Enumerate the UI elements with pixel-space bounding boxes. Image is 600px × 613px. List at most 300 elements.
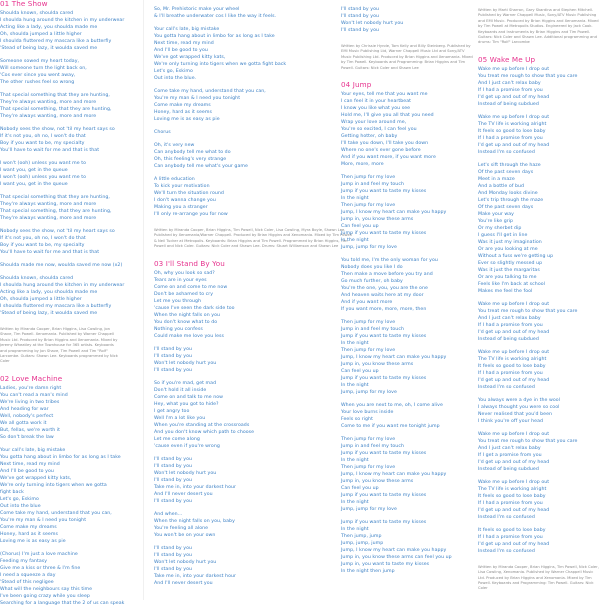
lyric-line: Jump if you want to taste my kisses	[341, 520, 427, 526]
lyric-stanza	[0, 92, 120, 120]
lyric-line: If I had a promise from you	[478, 500, 543, 506]
lyric-line: I can feel it in your heartbeat	[341, 99, 412, 105]
lyric-line: If I had a promise from you	[478, 370, 543, 376]
lyric-line: I won't (ooh) unless you want me to	[0, 175, 87, 180]
lyric-line: To kick your motivation	[154, 184, 210, 189]
lyric-line: Come make my dreams	[154, 103, 211, 108]
lyric-stanza	[154, 456, 354, 505]
lyric-stanza	[0, 10, 125, 52]
lyric-line: I'd get up and out of my head	[478, 507, 550, 513]
lyric-line: Could make me love you less	[154, 333, 225, 339]
lyric-line: Let's go, Eskimo	[154, 69, 193, 74]
lyric-line: Jump, I know my heart can make you happy	[341, 548, 447, 554]
lyric-line: I've been going crazy while you sleep	[0, 593, 90, 599]
lyric-line: What will the neighbours say this time	[0, 586, 93, 592]
lyric-line: Loving me is as easy as pie	[0, 538, 66, 544]
lyric-line: I'll stand by you	[154, 498, 193, 504]
lyric-line: 'Stead of this negligee	[0, 579, 54, 585]
lyric-line: Wake me up before I drop out	[478, 114, 550, 120]
lyric-line: Wake me up before I drop out	[478, 349, 550, 355]
lyric-line: I'll stand by you	[154, 456, 193, 462]
lyric-line: I'll stand by you	[154, 367, 193, 373]
lyric-line: Instead I'm so confused	[478, 384, 535, 390]
lyric-line: Nobody sees the show, not 'til my heart says so	[0, 127, 115, 132]
lyric-line: Feels like I'm back at school	[478, 281, 546, 287]
lyric-line: You're like grip	[478, 218, 514, 224]
lyric-line: Ever so slightly messed up	[478, 260, 543, 266]
lyric-line: Jump in, you know these arms	[341, 479, 414, 485]
lyric-line: I won't (ooh) unless you want me to	[0, 161, 87, 166]
lyric-line: Next time, read my mind	[0, 461, 60, 467]
lyric-line: I'd get up and out of my head	[478, 94, 550, 100]
lyric-line: (Chorus) I'm just a love machine	[0, 551, 78, 557]
lyric-line: Where no one's ever gone before	[341, 148, 421, 154]
lyric-line: I want you, get in the queue	[0, 168, 68, 173]
stanza-gap	[154, 587, 354, 593]
lyric-line: And if you want more	[341, 300, 393, 306]
lyric-stanza	[154, 26, 354, 82]
lyric-line: You treat me rough to show that you care	[478, 438, 578, 444]
lyric-line: I'll stand by you	[341, 14, 380, 19]
lyric-line: I shoulda fluttered my mascara like a butterfly	[0, 39, 112, 44]
lyric-line: & I'll breathe underwater cos I like the way it feels.	[154, 14, 277, 19]
lyric-stanza	[0, 228, 120, 256]
lyric-line: Instead I'm so confused	[478, 514, 535, 520]
lyric-line: You don't know what to do	[154, 319, 218, 325]
lyric-line: It feels so good to lose baby	[478, 363, 546, 369]
lyric-line: So if you're mad, get mad	[154, 380, 217, 386]
lyric-line: I don't wanna change you	[154, 198, 216, 203]
lyric-line: You're the one, you, you are the one	[341, 286, 428, 292]
lyric-line: The TV life is working alright	[478, 356, 547, 362]
lyric-line: But, fellas, we're worth it	[0, 427, 61, 433]
lyric-line: I'll stand by you	[154, 566, 193, 572]
lyric-line: Hold me, I'll give you all that you need	[341, 113, 434, 119]
lyric-line: You always were a dye in the wool	[478, 397, 561, 403]
lyrics-column-2	[154, 6, 354, 593]
lyric-line: If you want more, more, more, then	[341, 307, 427, 313]
lyric-line: I shoulda hung around the kitchen in my underwear	[0, 18, 125, 23]
lyric-line: 'cause even if you're wrong	[154, 443, 220, 449]
lyric-line: Of the past seven days	[478, 204, 534, 210]
lyric-stanza	[478, 397, 600, 425]
lyric-line: Your call's late, big mistake	[154, 27, 220, 32]
lyric-line: You're so excited, I can feel you	[341, 127, 417, 133]
lyric-line: 'cause I've seen the dark side too	[154, 305, 235, 311]
lyric-line: So, Mr. Prehistoric make your wheel	[154, 7, 240, 12]
lyric-line: Wake me up before I drop out	[478, 301, 550, 307]
lyric-line: A little education	[154, 177, 195, 182]
lyric-line: Can feel you up	[341, 369, 379, 375]
lyric-line: Let me come along	[154, 436, 200, 442]
lyric-line: Or my sherbet dip	[478, 225, 522, 231]
lyric-line: I'll stand by you	[154, 552, 193, 558]
song-credits: Written by Miranda Cooper, Brian Higgins, Tim Powell, Nick Coler, Lisa Cowling, Xenomania. Published by Warner Chappell Music Ltd. Produced by Brian Higgins and Xenomania. Mixed by Tim Powell. Keyboards and Programming: Tim Powell. Guitars: Nick Coler	[478, 564, 599, 591]
lyric-line: Acting like a lady, you shoulda made me	[0, 25, 98, 30]
lyric-line: I'll stand by you	[154, 477, 193, 483]
lyric-line: And I'll never desert you	[154, 580, 213, 586]
lyric-stanza	[154, 380, 354, 450]
lyric-line: 'Cos ever since you went away,	[0, 73, 76, 78]
lyric-line: Won't let nobody hurt you	[154, 360, 217, 366]
song-credits: Written by Chrissie Hynde, Tom Kelly and Billy Steinberg. Published by EMI Music Publishing Ltd, Warner Chappell Music Ltd and Sony/ATV Music Publishing Ltd. Produced by Brian Higgins and Xenomania. Mixed by Tim Powell. Keyboards and Programming: Brian Higgins and Tim Powell. Guitars: Nick Coler and Shawn Lee	[341, 44, 473, 70]
lyric-line: In the night	[341, 196, 369, 202]
lyric-line: I'd get up and out of my head	[478, 377, 550, 383]
lyric-line: Was it just the margaritas	[478, 267, 540, 273]
lyric-line: Then jump for my love	[341, 175, 396, 181]
lyric-line: If I get a promise from you	[478, 452, 542, 458]
lyric-line: Jump, jump for my love	[341, 245, 397, 251]
lyric-line: The other rushes feel so wrong	[0, 80, 75, 85]
lyric-line: Nothing you confess	[154, 326, 203, 332]
lyric-line: In the night	[341, 341, 369, 347]
lyric-line: If it's not you, oh no, I won't do that	[0, 134, 86, 139]
lyrics-column-1	[0, 0, 125, 613]
stanza-gap	[0, 607, 120, 613]
song-title: 04 Jump	[341, 80, 372, 90]
lyric-line: Without a fuss we're getting up	[478, 253, 554, 259]
lyric-line: Jump, jump for my love	[341, 390, 397, 396]
lyric-line: Can anybody tell me what's your game	[154, 164, 248, 169]
lyric-line: Jump in and feel my touch	[341, 327, 404, 333]
lyric-line: Then jump for my love	[341, 465, 396, 471]
lyric-stanza	[0, 194, 120, 222]
lyric-line: I guess I'll get in line	[478, 232, 528, 238]
lyric-stanza	[341, 6, 473, 34]
lyric-line: I need a squeeze a day	[0, 572, 56, 578]
lyric-line: That special something that they are hunting,	[0, 195, 110, 200]
lyric-line: Makes me feel the fool	[478, 288, 533, 294]
lyric-line: I'll only re-arrange you for now	[154, 212, 228, 217]
lyric-stanza	[478, 301, 600, 343]
song-title: 01 The Show	[0, 0, 48, 8]
lyric-stanza	[0, 58, 120, 86]
lyric-line: They're always wanting, more and more	[0, 114, 97, 119]
lyric-line: You treat me rough to show that you care	[478, 73, 578, 79]
lyric-line: You'll have to wait for me and that is that	[0, 148, 100, 153]
lyric-stanza	[478, 114, 600, 156]
lyric-line: Out into the blue.	[154, 76, 197, 81]
lyric-line: Your call's late, big mistake	[0, 447, 66, 453]
lyric-line: That special something, that they are hunting,	[0, 107, 112, 112]
lyric-stanza	[154, 6, 354, 20]
lyric-line: Someone sowed my heart today,	[0, 59, 80, 64]
lyric-line: Feeding my fantasy	[0, 558, 48, 564]
lyric-line: Feels so right	[341, 417, 373, 423]
lyric-line: I'll stand by you	[154, 545, 193, 551]
lyric-line: Wake me up before I drop out	[478, 431, 550, 437]
lyric-line: Or are you talking to me	[478, 274, 537, 280]
lyric-line: Instead of being subdued	[478, 466, 539, 472]
lyric-line: Well, nobody's perfect	[0, 413, 54, 419]
song-title: 05 Wake Me Up	[478, 54, 536, 64]
lyric-stanza	[341, 319, 473, 396]
lyric-line: And a bottle of bud	[478, 183, 525, 189]
lyric-line: Jump, jump for my love	[341, 507, 397, 513]
lyric-stanza	[341, 257, 473, 313]
lyric-line: 'Stead of being lazy, it woulda saved me	[0, 46, 98, 51]
lyric-line: You'll have to wait for me and that is that	[0, 250, 100, 255]
lyric-stanza	[0, 275, 125, 317]
lyric-line: Oh, this feeling's very strange	[154, 157, 227, 162]
lyric-line: You gotta hang about in limbo for as long as I take	[0, 454, 121, 460]
lyric-line: We're living in two tribes	[0, 399, 60, 405]
lyric-line: Honey, hard as it seems	[154, 110, 212, 115]
lyric-line: Won't let nobody hurt you	[154, 559, 217, 565]
lyric-line: In the night	[341, 383, 369, 389]
lyric-line: Jump in and feel my touch	[341, 444, 404, 450]
lyric-line: I want you, get in the queue	[0, 182, 68, 187]
lyric-line: If it's not you, oh no, I won't do that	[0, 236, 86, 241]
stanza-gap	[341, 575, 473, 581]
lyric-line: In the night	[341, 527, 369, 533]
lyric-line: You won't be on your own	[154, 532, 216, 538]
lyric-line: I know you like what you see	[341, 106, 411, 112]
lyric-line: So don't break the law	[0, 434, 54, 440]
lyric-line: Ladies, you're damn right	[0, 385, 62, 391]
lyric-line: I'll stand by you	[154, 463, 193, 469]
lyric-line: Jump, jump, jump	[341, 541, 384, 547]
lyric-line: When you are next to me, oh, I come alive	[341, 403, 443, 409]
lyric-line: Can feel you up	[341, 486, 379, 492]
lyric-line: Take me in, into your darkest hour	[154, 573, 236, 579]
lyric-stanza	[154, 346, 354, 374]
lyric-stanza	[154, 88, 354, 123]
lyric-line: Instead of being subdued	[478, 336, 539, 342]
lyric-line: I'll stand by you	[341, 7, 380, 12]
lyric-stanza	[478, 349, 600, 391]
lyric-stanza	[0, 551, 125, 607]
lyric-line: If I had a promise from you	[478, 87, 543, 93]
lyric-line: Shoulda known, shoulda cared	[0, 276, 74, 281]
lyric-line: When the night falls on you	[154, 312, 221, 318]
lyric-stanza	[341, 519, 473, 575]
lyric-line: Give me a kiss or three & I'm fine	[0, 565, 81, 571]
song-title: 02 Love Machine	[0, 373, 63, 383]
lyric-stanza	[341, 436, 473, 513]
lyric-line: Nobody does you like I do	[341, 265, 403, 271]
lyric-line: You're my man & I need you tonight	[154, 96, 241, 101]
lyric-stanza	[0, 262, 123, 269]
lyric-line: Oh, shoulda jumped a little higher	[0, 297, 82, 302]
lyrics-column-4	[478, 4, 600, 602]
lyric-line: Let's sift through the haze	[478, 162, 541, 168]
lyric-line: Won't let nobody hurt you	[341, 21, 404, 26]
lyric-line: The TV life is working alright	[478, 486, 547, 492]
lyric-line: Shoulda known, shoulda cared	[0, 11, 74, 16]
lyric-line: And I just can't relax baby	[478, 445, 541, 451]
lyric-stanza	[478, 479, 600, 521]
lyric-line: Acting like a lady, you shoulda made me	[0, 290, 98, 295]
lyric-stanza	[154, 176, 354, 218]
lyric-line: I'd get up and out of my head	[478, 541, 550, 547]
lyric-line: Your love burns inside	[341, 410, 394, 416]
lyric-line: Jump if you want to taste my kisses	[341, 231, 427, 237]
lyric-line: More, more, more	[341, 162, 384, 168]
lyric-line: Then jump, jump	[341, 534, 382, 540]
lyric-stanza	[0, 160, 120, 188]
lyric-stanza	[154, 511, 354, 539]
lyric-line: I get angry too	[154, 408, 190, 414]
lyric-line: We all gotta work it	[0, 420, 47, 426]
lyric-line: They're always wanting, more and more	[0, 202, 97, 207]
lyric-line: When you're standing at the crossroads	[154, 422, 250, 428]
lyric-line: That special something, that they are hunting,	[0, 209, 112, 214]
lyric-line: Don't hold it all inside	[154, 387, 207, 393]
lyric-line: Oh, it's very new	[154, 143, 195, 148]
lyric-line: They're always wanting, more and more	[0, 216, 97, 221]
lyric-line: Let's trip through the maze	[478, 197, 544, 203]
lyric-line: Out into the blue	[0, 503, 41, 509]
lyric-line: In the night	[341, 458, 369, 464]
lyric-line: And heading for war	[0, 406, 49, 412]
lyric-line: Jump, I know my heart can make you happy	[341, 355, 447, 361]
lyric-line: Can anybody tell me what to do	[154, 150, 231, 155]
lyric-line: You gotta hang about in limbo for as long as I take	[154, 34, 275, 39]
lyric-stanza	[478, 527, 600, 555]
lyric-line: I think you're off your head	[478, 418, 544, 424]
lyric-line: Nobody sees the show, not 'til my heart says so	[0, 229, 115, 234]
lyric-line: We've got wrapped kitty kats,	[154, 55, 226, 60]
lyric-line: Loving me is as easy as pie	[154, 117, 220, 122]
song-credits: Written by Marti Sharron, Gary Skardina and Stephen Mitchell. Published by Warner Chappell Music, Sony/ATV Music Publishing and EMI Music. Produced by Brian Higgins and Xenomania. Mixed by Tim Powell at Metropolis Studios. Engineered by Jack Cook. Keyboards and Instruments by Brian Higgins and Tim Powell. Guitars: Nick Coler and Shawn Lee. Additional programming and drums: Tim "Rolf" Larcombe	[478, 8, 599, 45]
lyric-line: Meet in a maze	[478, 176, 515, 182]
lyric-line: Of the past seven days	[478, 169, 534, 175]
lyric-line: Come on and come to me now	[154, 284, 228, 290]
lyric-line: I'd get up and out of my head	[478, 142, 550, 148]
lyric-line: Tears are in your eyes	[154, 277, 207, 283]
lyric-line: Let me you through	[154, 298, 202, 304]
lyric-line: I'd get up and out of my head	[478, 329, 550, 335]
lyric-line: Or are you looking at me	[478, 246, 538, 252]
lyric-line: Take me in, into your darkest hour	[154, 484, 236, 490]
lyric-stanza	[0, 126, 120, 154]
lyric-line: It feels so good to lose baby	[478, 527, 546, 533]
lyric-line: Jump in, you know these arms	[341, 362, 414, 368]
lyric-line: You're feeling all alone	[154, 525, 209, 531]
lyric-line: It feels so good to lose baby	[478, 493, 546, 499]
lyric-line: Jump if you want to taste my kisses	[341, 189, 427, 195]
lyric-stanza	[478, 66, 600, 108]
lyric-line: Then jump for my love	[341, 203, 396, 209]
lyric-line: I'd get up and out of my head	[478, 459, 550, 465]
lyric-stanza	[154, 129, 354, 136]
lyric-line: Then jump for my love	[341, 320, 396, 326]
lyric-line: Instead I'm so confused	[478, 548, 535, 554]
lyric-line: Jump in and feel my touch	[341, 182, 404, 188]
lyric-line: Shoulda made me now, woulda saved me now (x2)	[0, 263, 123, 268]
lyric-line: Then make a move before you try and	[341, 272, 433, 278]
lyrics-column-3	[341, 6, 473, 581]
lyric-line: I'll stand by you	[154, 346, 193, 352]
lyric-line: And Monday looks divine	[478, 190, 538, 196]
lyric-stanza	[341, 174, 473, 251]
lyric-line: Jump, I know my heart can make you happy	[341, 472, 447, 478]
lyric-stanza	[0, 447, 120, 545]
lyric-line: They're always wanting, more and more	[0, 100, 97, 105]
song-title: 03 I'll Stand By You	[154, 258, 225, 268]
lyric-line: Will someone turn the light back on,	[0, 66, 87, 71]
lyric-line: In the night	[341, 238, 369, 244]
lyric-line: And you don't know which path to choose	[154, 429, 255, 435]
lyric-line: And I'll be good to you	[0, 468, 54, 474]
lyric-line: I'll stand by you	[341, 28, 380, 33]
lyric-line: Next time, read my mind	[154, 41, 214, 46]
lyric-line: Getting hotter, oh baby	[341, 134, 398, 140]
lyric-line: Jump in, you know these arms can feel you up	[341, 555, 452, 561]
lyric-line: Go much further, oh baby	[341, 279, 403, 285]
lyric-line: Never realised that you'd been	[478, 411, 553, 417]
lyric-line: I'll take you down, I'll take you down	[341, 141, 429, 147]
lyric-line: Instead I'm so confused	[478, 149, 535, 155]
lyric-stanza	[341, 91, 473, 168]
lyric-line: Your eyes, tell me that you want me	[341, 92, 428, 98]
lyric-line: Let's go, Eskimo	[0, 496, 39, 502]
lyric-stanza	[154, 270, 354, 340]
lyric-stanza	[478, 162, 600, 295]
lyric-line: Instead of being subdued	[478, 101, 539, 107]
lyric-stanza	[478, 431, 600, 473]
lyric-line: When the night falls on you, baby	[154, 518, 235, 524]
lyric-line: Come make my dreams	[0, 524, 57, 530]
lyric-line: You can't read a man's mind	[0, 392, 68, 398]
lyric-line: It feels so good to lose baby	[478, 128, 546, 134]
lyric-line: Boy if you want to be, my specialty	[0, 243, 85, 248]
lyric-line: Hey, what you got to hide?	[154, 401, 219, 407]
lyric-line: Wrap your love around me,	[341, 120, 407, 126]
lyric-line: If I had a promise from you	[478, 534, 543, 540]
song-credits: Written by Miranda Cooper, Brian Higgins, Tim Powell, Nick Coler, Lisa Cowling, Myra Boyle, Shawn Lee. Published by Xenomania/Warner Chappell. Produced by Brian Higgins and Xenomania. Mixed by Tim Powell & Neil Tucker at Metropolis. Keyboards: Brian Higgins and Tim Powell. Programmed by Brian Higgins, Tim Powell and Nick Coler. Guitars: Nick Coler and Shawn Lee. Drums: Stuart Williamson and Shawn Lee	[154, 228, 352, 249]
lyric-line: I shoulda hung around the kitchen in my underwear	[0, 283, 125, 288]
lyric-line: You treat me rough to show that you care	[478, 308, 578, 314]
lyric-line: Jump if you want to taste my kisses	[341, 451, 427, 457]
lyric-line: Jump if you want to taste my kisses	[341, 493, 427, 499]
lyric-line: Making you a stranger	[154, 205, 208, 210]
lyric-line: We're only turning into tigers when we gotta fight back	[154, 62, 287, 67]
lyric-line: Come take my hand, understand that you can,	[0, 510, 112, 516]
lyric-line: Oh, why you look so sad?	[154, 270, 215, 276]
stanza-gap	[478, 555, 600, 561]
lyric-line: 'Stead of being lazy, it woulda saved me	[0, 311, 98, 316]
lyric-line: If I had a promise from you	[478, 135, 543, 141]
stanza-gap	[341, 34, 473, 40]
lyric-line: Wake me up before I drop out	[478, 479, 550, 485]
lyric-line: Come on and talk to me now	[154, 394, 224, 400]
lyric-line: Then jump for my love	[341, 348, 396, 354]
lyric-line: And I'll never desert you	[154, 491, 213, 497]
lyric-line: Boy if you want to be, my specialty	[0, 141, 85, 146]
lyric-line: Can feel you up	[341, 224, 379, 230]
lyric-line: Jump if you want to taste my kisses	[341, 334, 427, 340]
lyric-line: fight back	[0, 489, 24, 495]
lyric-stanza	[154, 545, 354, 587]
lyric-line: I'll stand by you	[154, 353, 193, 359]
lyric-line: Jump, I know my heart can make you happy	[341, 210, 447, 216]
lyric-line: That special something that they are hunting,	[0, 93, 110, 98]
lyric-line: Oh, shoulda jumped a little higher	[0, 32, 82, 37]
lyric-line: Wake me up before I drop out	[478, 66, 550, 72]
lyric-line: Jump in, you want to taste my kisses	[341, 562, 430, 568]
fold-line	[143, 0, 144, 600]
lyric-line: And if you want more, if you want more	[341, 155, 436, 161]
lyric-line: You told me, I'm the only woman for you	[341, 258, 438, 264]
lyric-line: And I just can't relax baby	[478, 80, 541, 86]
lyric-line: Make your way	[478, 211, 514, 217]
lyric-line: Won't let nobody hurt you	[154, 470, 217, 476]
lyric-line: Come to me if you want me tonight jump	[341, 424, 440, 430]
lyric-line: I always thought you were so cool	[478, 404, 560, 410]
lyric-line: And I'll be good to you	[154, 48, 208, 53]
